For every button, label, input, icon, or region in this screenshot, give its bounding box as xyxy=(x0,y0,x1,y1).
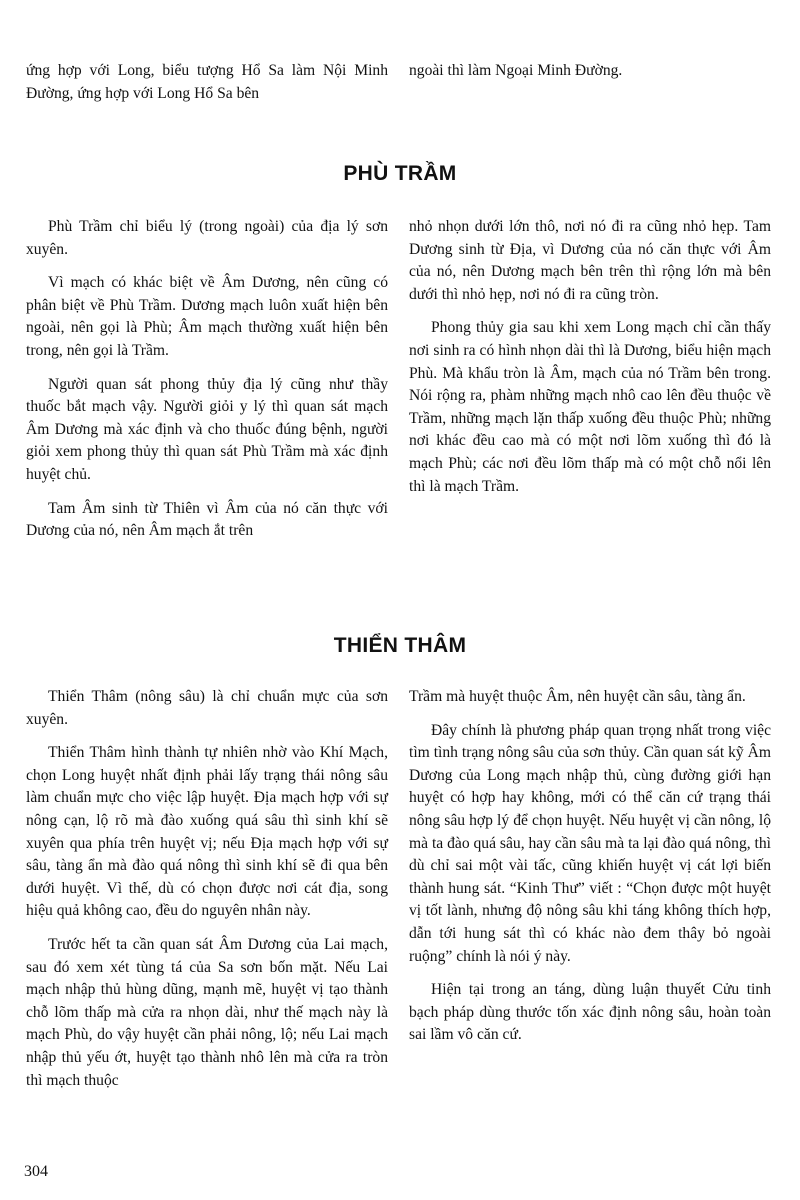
paragraph: Hiện tại trong an táng, dùng luận thuyết Cửu tinh bạch pháp dùng thước tốn xác định nông sâu, hoàn toàn sai lầm vô căn cứ. xyxy=(409,981,771,1044)
top-left-column xyxy=(26,60,388,116)
thien-tham-left-column xyxy=(26,686,388,1103)
thien-tham-right-column xyxy=(409,686,771,1058)
paragraph: ứng hợp với Long, biểu tượng Hổ Sa làm Nội Minh Đường, ứng hợp với Long Hổ Sa bên xyxy=(26,62,388,102)
paragraph: Người quan sát phong thủy địa lý cũng như thầy thuốc bắt mạch vậy. Người giỏi y lý thì quan sát mạch Âm Dương mà xác định và cho thuốc đúng bệnh, người giỏi xem phong thủy thì quan sát Phù Trầm mà xác định huyệt chủ. xyxy=(26,375,388,483)
phu-tram-right-column xyxy=(409,216,771,509)
top-right-column xyxy=(409,60,771,94)
paragraph: Trầm mà huyệt thuộc Âm, nên huyệt cần sâu, tàng ẩn. xyxy=(409,688,746,705)
paragraph: Thiển Thâm hình thành tự nhiên nhờ vào Khí Mạch, chọn Long huyệt nhất định phải lấy trạng thái nông sâu làm chuẩn mực cho việc lập huyệt. Địa mạch hợp với sự nông cạn, lộ rõ mà đào xuống quá sâu thì sinh khí sẽ xuyên qua phía trên huyệt vị; nếu Địa mạch hợp với sự sâu, tàng ẩn mà đào quá nông thì sinh khí sẽ đi qua bên dưới huyệt. Vì thế, dù có chọn được nơi cát địa, song hiệu quả không cao, đều do nguyên nhân này. xyxy=(26,744,388,920)
paragraph: Phong thủy gia sau khi xem Long mạch chỉ cần thấy nơi sinh ra có hình nhọn dài thì là Dương, biểu hiện mạch Phù. Mà khẩu tròn là Âm, mạch của nó Trầm bên trong. Nói rộng ra, phàm những mạch nhô cao lên đều thuộc về Trầm, những mạch lặn thấp xuống đều thuộc Phù; những nơi khác đều cao mà có một nơi lõm xuống thì đó là mạch Phù; các nơi đều lõm thấp mà có một chỗ nổi lên thì là mạch Trầm. xyxy=(409,319,771,495)
paragraph: Trước hết ta cần quan sát Âm Dương của Lai mạch, sau đó xem xét tùng tá của Sa sơn bốn mặt. Nếu Lai mạch nhập thủ hùng dũng, mạnh mẽ, huyệt vị tạo thành chỗ lõm thấp mà cửa ra nhọn dài, như thế mạch này là mạch Phù, do vậy huyệt cần phải nông, lộ; nếu Lai mạch nhập thủ yếu ớt, huyệt tạo thành nhô lên mà cửa ra tròn thì mạch thuộc xyxy=(26,935,388,1089)
section-title-thien-tham: THIỂN THÂM xyxy=(333,634,467,657)
page-number: 304 xyxy=(24,1163,48,1180)
paragraph: Thiển Thâm (nông sâu) là chỉ chuẩn mực của sơn xuyên. xyxy=(26,688,388,728)
section-title-phu-tram: PHÙ TRẦM xyxy=(343,162,457,185)
paragraph: Phù Trầm chỉ biểu lý (trong ngoài) của địa lý sơn xuyên. xyxy=(26,218,388,258)
paragraph: nhỏ nhọn dưới lớn thô, nơi nó đi ra cũng nhỏ hẹp. Tam Dương sinh từ Địa, vì Dương của nó căn thực với Âm của nó, nên Dương mạch bên trên thì rộng lớn mà bên dưới thì nhỏ hẹp, nơi nó đi ra cũng tròn. xyxy=(409,218,771,303)
phu-tram-left-column xyxy=(26,216,388,554)
paragraph: Đây chính là phương pháp quan trọng nhất trong việc tìm tình trạng nông sâu của sơn thủy. Cần quan sát kỹ Âm Dương của Long mạch nhập thủ, cùng đường giới hạn huyệt có hợp hay không, mới có thể căn cứ trạng thái nông sâu hợp lý để chọn huyệt. Nếu huyệt vị cần nông, lộ mà ta đào quá sâu, hay cần sâu mà ta lại đào quá nông, thì dù chỉ sai một vài tấc, cũng khiến huyệt vị cát lợi biến thành hung sát. “Kinh Thư” viết : “Chọn được một huyệt vị tốt lành, nhưng độ nông sâu khi táng không thích hợp, dẫn tới hung sát thì có khác nào đem thây bỏ ngoài ruộng” chính là nói ý này. xyxy=(409,721,772,965)
paragraph: ngoài thì làm Ngoại Minh Đường. xyxy=(409,62,623,79)
paragraph: Tam Âm sinh từ Thiên vì Âm của nó căn thực với Dương của nó, nên Âm mạch ắt trên xyxy=(26,499,388,540)
paragraph: Vì mạch có khác biệt về Âm Dương, nên cũng có phân biệt về Phù Trầm. Dương mạch luôn xuất hiện bên ngoài, nên gọi là Phù; Âm mạch thường xuất hiện bên trong, nên gọi là Trầm. xyxy=(26,274,388,359)
